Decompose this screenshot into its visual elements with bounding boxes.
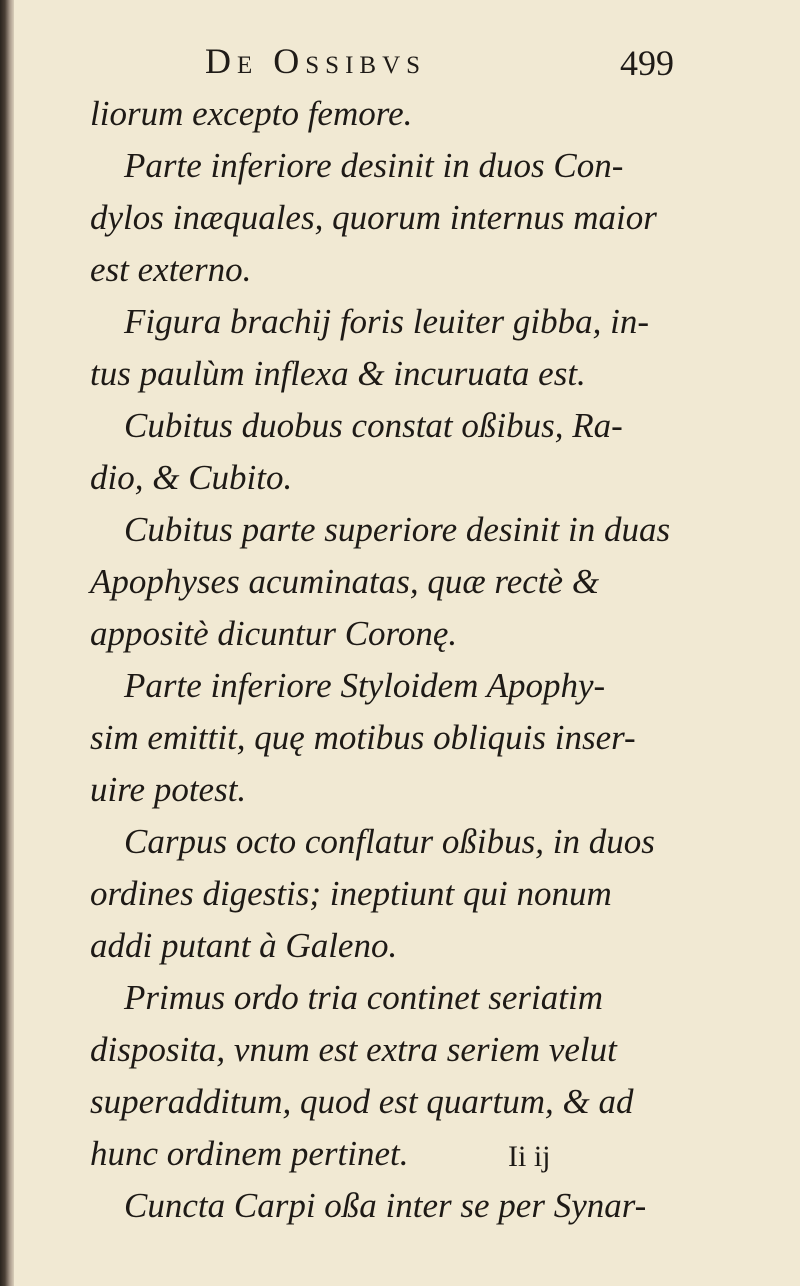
text-line: est externo. (90, 250, 252, 289)
binding-edge (0, 0, 14, 1286)
text-line: Parte inferiore desinit in duos Con- (124, 146, 624, 185)
text-line: disposita, vnum est extra seriem velut (90, 1030, 617, 1069)
text-line: appositè dicuntur Coronę. (90, 614, 458, 653)
text-line: Primus ordo tria continet seriatim (124, 978, 603, 1017)
text-line: addi putant à Galeno. (90, 926, 398, 965)
text-line: tus paulùm inflexa & incuruata est. (90, 354, 586, 393)
text-line: Carpus octo conflatur oßibus, in duos (124, 822, 655, 861)
signature-mark: Ii ij (508, 1140, 551, 1173)
running-head (0, 36, 800, 86)
text-line: ordines digestis; ineptiunt qui nonum (90, 874, 612, 913)
text-line: uire potest. (90, 770, 247, 809)
text-block (90, 88, 730, 1232)
text-line: sim emittit, quę motibus obliquis inser- (90, 718, 636, 757)
text-line: dylos inæquales, quorum internus maior (90, 198, 657, 237)
text-line: Apophyses acuminatas, quæ rectè & (90, 562, 600, 601)
text-line: superadditum, quod est quartum, & ad (90, 1082, 634, 1121)
text-line: dio, & Cubito. (90, 458, 293, 497)
text-line: Cubitus parte superiore desinit in duas (124, 510, 671, 549)
running-title: De Ossibvs (205, 41, 427, 81)
page-number: 499 (620, 43, 674, 83)
text-line: liorum excepto femore. (90, 94, 413, 133)
text-line: Parte inferiore Styloidem Apophy- (124, 666, 606, 705)
text-line: Cubitus duobus constat oßibus, Ra- (124, 406, 623, 445)
text-line: hunc ordinem pertinet. (90, 1134, 409, 1173)
text-line: Cuncta Carpi oßa inter se per Synar- (124, 1186, 647, 1225)
text-line: Figura brachij foris leuiter gibba, in- (124, 302, 649, 341)
